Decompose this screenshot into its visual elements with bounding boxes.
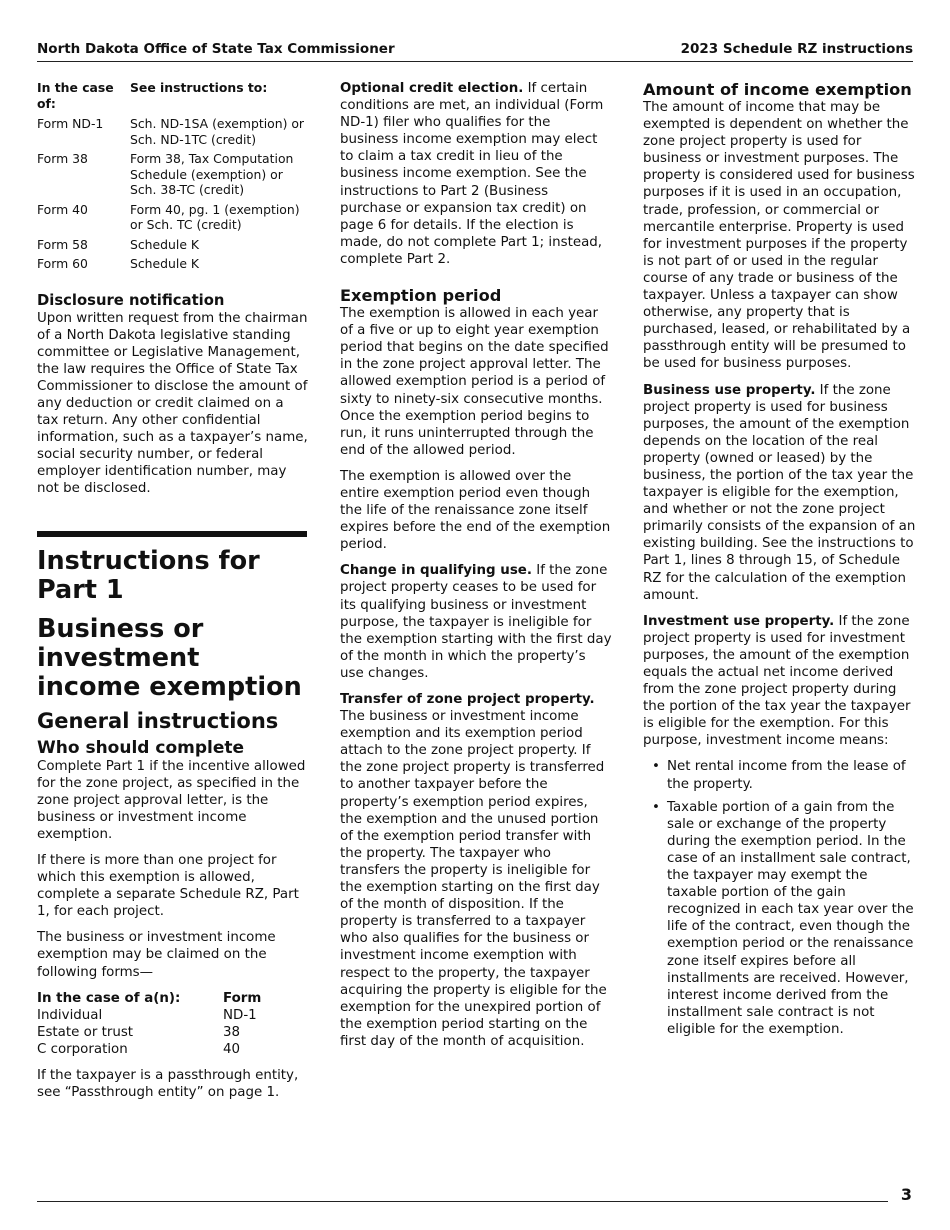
section-divider [37, 531, 307, 537]
table-header: In the case of a(n): [37, 990, 181, 1006]
table-row [37, 202, 309, 237]
part1-title: Instructions for Part 1 [37, 545, 260, 605]
optional-credit-paragraph [340, 80, 612, 268]
exemption-period-paragraph-1: The exemption is allowed in each year of a five or up to eight year exemption period that begins on the date specified in the zone project approval letter. The allowed exemption period is a period of sixty to ninety-six consecutive months. Once the exemption period begins to run, it runs uninterrupted through the end of the allowed period. [340, 306, 609, 458]
table-cell: 38 [223, 1024, 241, 1040]
investment-use-text: If the zone project property is used for investment purposes, the amount of the exemption equals the actual net income derived from the zone project property during the portion of the tax year the taxpayer is eligible for the exemption. For this purpose, investment income means: [643, 613, 911, 749]
column-1 [37, 80, 309, 1110]
table-cell: Form 38, Tax Computation Schedule (exemption) or Sch. 38-TC (credit) [130, 151, 294, 197]
column-2 [340, 80, 612, 1059]
footer-rule [37, 1201, 888, 1202]
table-cell: Form 40, pg. 1 (exemption) or Sch. TC (credit) [130, 201, 300, 232]
table-header: Form [223, 990, 262, 1006]
who-paragraph-3: The business or investment income exemption may be claimed on the following forms— [37, 930, 276, 980]
general-instructions-heading: General instructions [37, 708, 279, 733]
column-3 [643, 80, 917, 1044]
exemption-period-heading: Exemption period [340, 286, 502, 306]
document-title: 2023 Schedule RZ instructions [680, 41, 913, 57]
transfer-lead: Transfer of zone project property. [340, 692, 595, 707]
optional-credit-lead: Optional credit election. [340, 81, 524, 96]
change-in-use-lead: Change in qualifying use. [340, 563, 532, 579]
amount-of-exemption-text: The amount of income that may be exempted is dependent on whether the zone project property is used for business or investment purposes. The property is considered used for business purposes if it is used in an occupation, trade, profession, or commercial or mercantile enterprise. Property is used for investment purposes if the property is not part of or used in the regular course of any trade or business of the taxpayer. Unless a taxpayer can show otherwise, any property that is purchased, leased, or rehabilitated by a passthrough entity will be presumed to be used for business purposes. [643, 100, 915, 372]
table-header: See instructions to: [130, 80, 268, 95]
table-cell: ND-1 [223, 1007, 257, 1023]
forms-table [37, 990, 309, 1058]
passthrough-note: If the taxpayer is a passthrough entity, see “Passthrough entity” on page 1. [37, 1068, 299, 1101]
transfer-text: The business or investment income exemption and its exemption period attach to the zone project property. If the zone project property is transferred to another taxpayer before the property’s exemption period expires, the exemption and the unused portion of the exemption period transfer with the property. The taxpayer who transfers the property is ineligible for the exemption starting on the first day of the month of disposition. If the property is transferred to a taxpayer who also qualifies for the business or investment income exemption with respect to the property, the taxpayer acquiring the property is eligible for the exemption for the unexpired portion of the exemption period starting on the first day of the month of acquisition. [340, 709, 607, 1049]
list-item: • Net rental income from the lease of the property. [667, 758, 917, 792]
who-paragraph-2: If there is more than one project for which this exemption is allowed, complete a separate Schedule RZ, Part 1, for each project. [37, 853, 299, 920]
agency-name: North Dakota Office of State Tax Commissioner [37, 41, 395, 57]
page-header [37, 40, 913, 62]
table-row [37, 151, 309, 202]
investment-use-paragraph [643, 613, 917, 750]
transfer-paragraph [340, 691, 612, 1050]
table-row [37, 116, 309, 151]
business-use-paragraph [643, 382, 917, 604]
who-paragraph-1: Complete Part 1 if the incentive allowed for the zone project, as specified in the zone project approval letter, is the business or investment income exemption. [37, 758, 306, 842]
table-cell: Individual [37, 1007, 103, 1023]
optional-credit-text: If certain conditions are met, an individual (Form ND-1) filer who qualifies for the business income exemption may elect to claim a tax credit in lieu of the business income exemption. See the instructions to Part 2 (Business purchase or expansion tax credit) on page 6 for details. If the election is made, do not complete Part 1; instead, complete Part 2. [340, 81, 604, 267]
who-should-complete-heading: Who should complete [37, 737, 245, 758]
amount-of-exemption-heading: Amount of income exemption [643, 80, 912, 99]
business-use-text: If the zone project property is used for business purposes, the amount of the exemption depends on the location of the real property (owned or leased) by the business, the portion of the tax year the taxpayer is eligible for the exemption, and whether or not the zone project primarily consists of the expansion of an existing building. See the instructions to Part 1, lines 8 through 15, of Schedule RZ for the calculation of the exemption amount. [643, 382, 916, 603]
table-cell: Sch. ND-1SA (exemption) or Sch. ND-1TC (credit) [130, 116, 305, 147]
disclosure-heading: Disclosure notification [37, 291, 225, 309]
table-cell: Form 58 [37, 236, 88, 252]
list-item: • Taxable portion of a gain from the sale or exchange of the property during the exemption period. In the case of an installment sale contract, the taxpayer may exempt the taxable portion of the gain recognized in each tax year over the life of the contract, even though the exemption period or the renaissance zone itself expires before all installments are received. However, interest income derived from the installment sale contract is not eligible for the exemption. [667, 799, 917, 1038]
table-header: In the case of: [37, 80, 114, 111]
table-row [37, 1041, 309, 1058]
change-in-use-paragraph [340, 562, 612, 682]
table-row [37, 237, 309, 257]
investment-income-list [643, 758, 917, 1038]
change-in-use-text: If the zone project property ceases to be used for its qualifying business or investment purpose, the taxpayer is ineligible for the exemption starting with the first day of the month in which the property’s use changes. [340, 563, 612, 681]
table-cell: Form 60 [37, 256, 88, 271]
exemption-period-paragraph-2: The exemption is allowed over the entire exemption period even though the life of the renaissance zone itself expires before the end of the exemption period. [340, 468, 611, 553]
instructions-reference-table [37, 80, 309, 276]
investment-use-lead: Investment use property. [643, 613, 835, 629]
table-cell: C corporation [37, 1041, 128, 1057]
table-cell: Schedule K [130, 236, 200, 252]
table-row [37, 1007, 309, 1024]
page-number: 3 [900, 1185, 912, 1204]
table-cell: Estate or trust [37, 1024, 134, 1040]
table-cell: 40 [223, 1041, 241, 1057]
table-cell: Form ND-1 [37, 116, 104, 131]
table-cell: Schedule K [130, 256, 200, 271]
table-cell: Form 40 [37, 201, 88, 217]
table-cell: Form 38 [37, 151, 88, 166]
table-row [37, 1024, 309, 1041]
business-use-lead: Business use property. [643, 382, 816, 398]
disclosure-text: Upon written request from the chairman of a North Dakota legislative standing committee or Legislative Management, the law requires the Office of State Tax Commissioner to disclose the amount of any deduction or credit claimed on a tax return. Any other confidential information, such as a taxpayer’s name, social security number, or federal employer identification number, may not be disclosed. [37, 310, 308, 497]
part1-subtitle: Business or investment income exemption [37, 613, 302, 702]
table-row [37, 256, 309, 276]
